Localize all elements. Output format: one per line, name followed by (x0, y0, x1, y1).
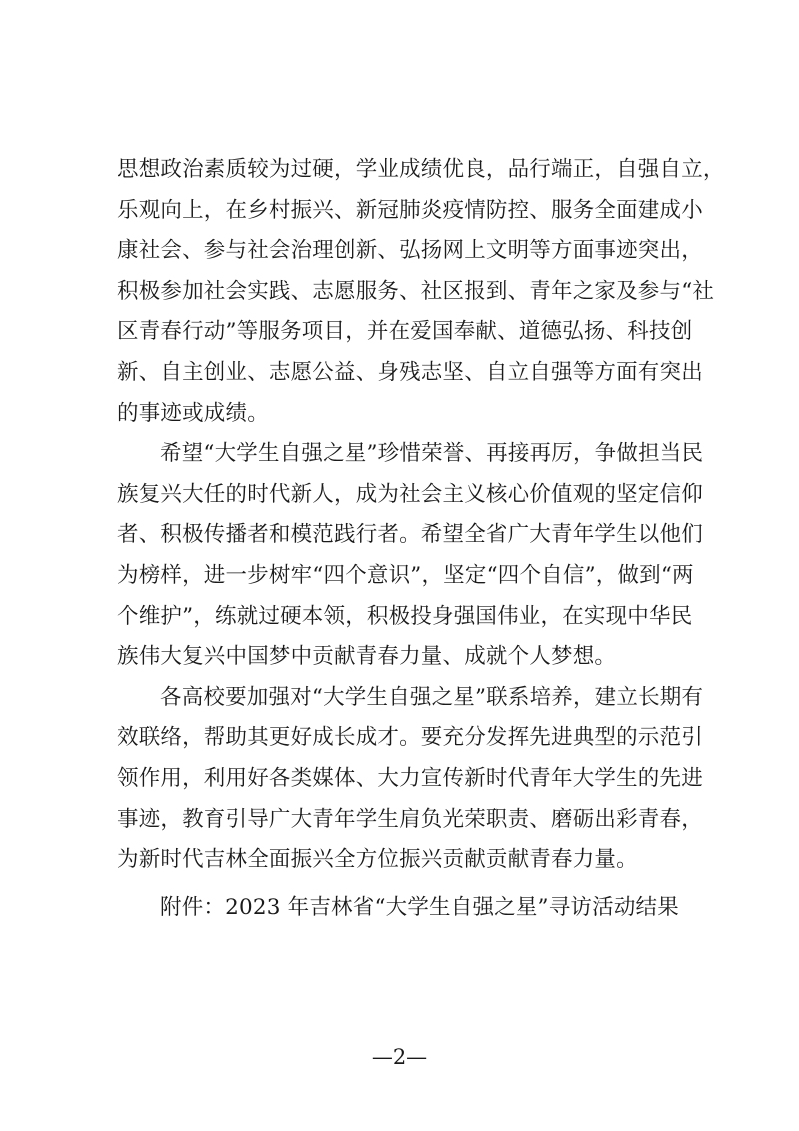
text-line: 为榜样，进一步树牢“四个意识”，坚定“四个自信”，做到“两 (117, 562, 694, 588)
paragraph-1 (117, 150, 725, 434)
text-line: 各高校要加强对“大学生自强之星”联系培养，建立长期有 (160, 684, 704, 710)
text-line: 者、积极传播者和模范践行者。希望全省广大青年学生以他们 (117, 522, 703, 548)
text-line: 希望“大学生自强之星”珍惜荣誉、再接再厉，争做担当民 (160, 441, 704, 467)
text-line: 族伟大复兴中国梦中贡献青春力量、成就个人梦想。 (117, 644, 617, 670)
text-line: 乐观向上，在乡村振兴、新冠肺炎疫情防控、服务全面建成小 (117, 197, 703, 223)
text-line: 思想政治素质较为过硬，学业成绩优良，品行端正，自强自立， (117, 157, 725, 182)
text-line: 个维护”，练就过硬本领，积极投身强国伟业，在实现中华民 (117, 603, 693, 629)
text-line: 族复兴大任的时代新人，成为社会主义核心价值观的坚定信仰 (117, 481, 703, 507)
text-line: 的事迹或成绩。 (117, 400, 269, 426)
body-text (117, 150, 725, 881)
text-line: 事迹，教育引导广大青年学生肩负光荣职责、磨砺出彩青春， (117, 806, 703, 832)
paragraph-3 (117, 678, 704, 881)
text-line: 为新时代吉林全面振兴全方位振兴贡献贡献青春力量。 (117, 847, 638, 873)
text-line: 效联络，帮助其更好成长成才。要充分发挥先进典型的示范引 (117, 725, 703, 751)
text-line: 新、自主创业、志愿公益、身残志坚、自立自强等方面有突出 (117, 359, 703, 385)
paragraph-2 (117, 434, 704, 678)
text-line: 康社会、参与社会治理创新、弘扬网上文明等方面事迹突出， (117, 238, 703, 264)
page-number: —2— (371, 1045, 428, 1069)
text-line: 领作用，利用好各类媒体、大力宣传新时代青年大学生的先进 (117, 765, 703, 791)
text-line: 积极参加社会实践、志愿服务、社区报到、青年之家及参与“社 (117, 278, 715, 304)
text-line: 区青春行动”等服务项目，并在爱国奉献、道德弘扬、科技创 (117, 319, 693, 345)
attachment-note: 附件：2023 年吉林省“大学生自强之星”寻访活动结果 (160, 895, 679, 920)
